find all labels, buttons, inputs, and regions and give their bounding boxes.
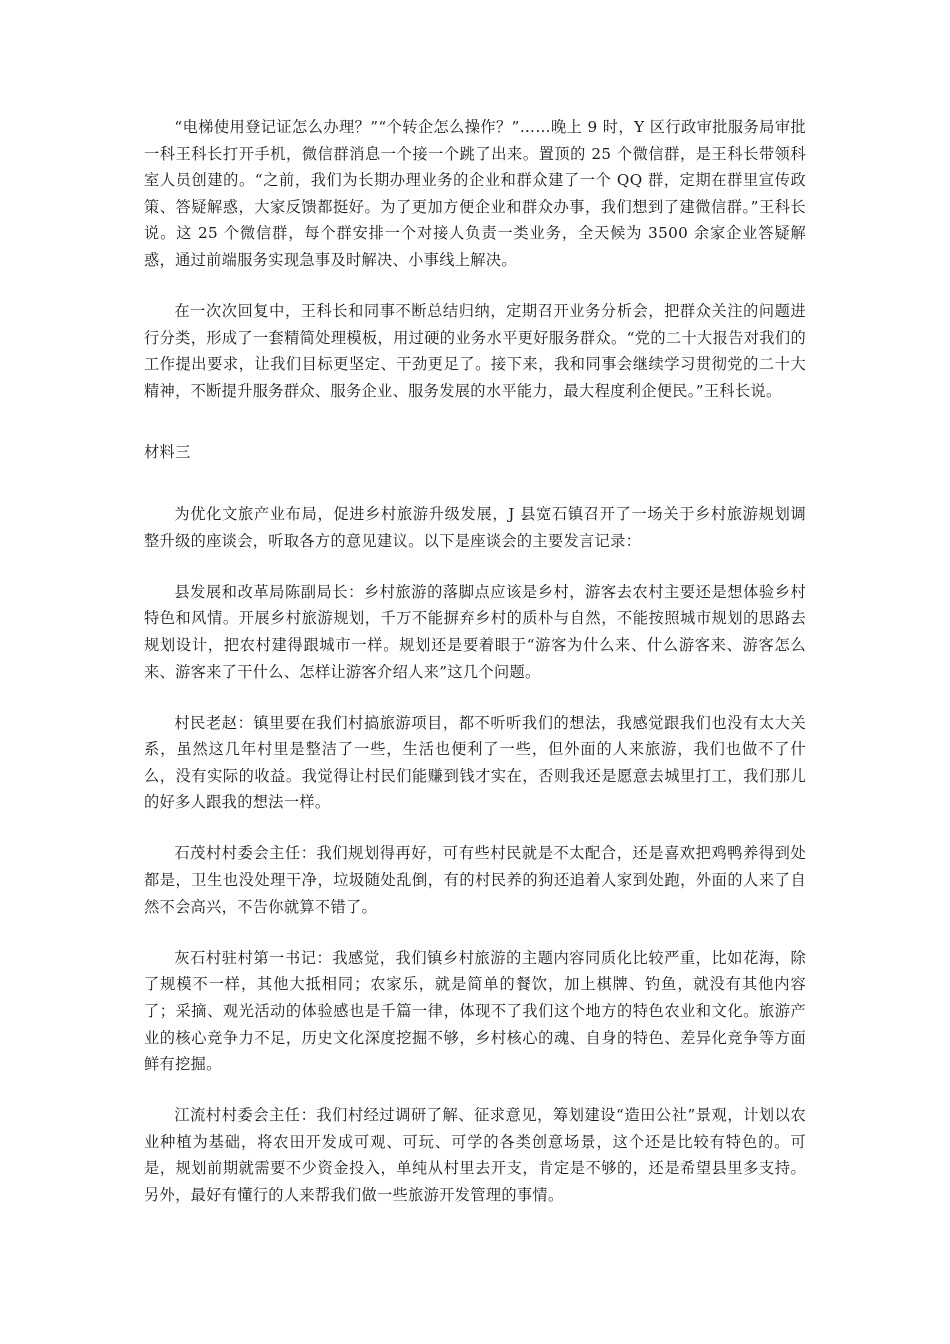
paragraph-summary: 在一次次回复中，王科长和同事不断总结归纳，定期召开业务分析会，把群众关注的问题进行分类，形成了一套精简处理模板，用过硬的业务水平更好服务群众。“党的二十大报告对我们的工作提出要求，让我们目标更坚定、干劲更足了。接下来，我和同事会继续学习贯彻党的二十大精神，不断提升服务群众、服务企业、服务发展的水平能力，最大程度利企便民。”王科长说。 [144, 302, 806, 400]
paragraph-wechat-groups: “电梯使用登记证怎么办理？”“个转企怎么操作？”……晚上 9 时，Y 区行政审批服务局审批一科王科长打开手机，微信群消息一个接一个跳了出来。置顶的 25 个微信群，是王科长带领科室人员创建的。“之前，我们为长期办理业务的企业和群众建了一个 QQ 群，定期在群里宣传政策、答疑解惑，大家反馈都挺好。为了更加方便企业和群众办事，我们想到了建微信群。”王科长说。这 25 个微信群，每个群安排一个对接人负责一类业务，全天候为 3500 余家企业答疑解惑，通过前端服务实现急事及时解决、小事线上解决。 [144, 118, 806, 269]
paragraph-intro: 为优化文旅产业布局，促进乡村旅游升级发展，J 县宽石镇召开了一场关于乡村旅游规划调整升级的座谈会，听取各方的意见建议。以下是座谈会的主要发言记录： [144, 505, 806, 550]
paragraph-speaker-huishi: 灰石村驻村第一书记：我感觉，我们镇乡村旅游的主题内容同质化比较严重，比如花海，除了规模不一样，其他大抵相同；农家乐，就是简单的餐饮，加上棋牌、钓鱼，就没有其他内容了；采摘、观光活动的体验感也是千篇一律，体现不了我们这个地方的特色农业和文化。旅游产业的核心竞争力不足，历史文化深度挖掘不够，乡村核心的魂、自身的特色、差异化竞争等方面鲜有挖掘。 [144, 948, 806, 1074]
paragraph-speaker-jiangliu: 江流村村委会主任：我们村经过调研了解、征求意见，筹划建设“造田公社”景观，计划以农业种植为基础，将农田开发成可观、可玩、可学的各类创意场景，这个还是比较有特色的。可是，规划前期就需要不少资金投入，单纯从村里去开支，肯定是不够的，还是希望县里多支持。另外，最好有懂行的人来帮我们做一些旅游开发管理的事情。 [144, 1106, 806, 1204]
document-body [144, 114, 806, 1209]
paragraph-gap [144, 816, 806, 841]
section-heading: 材料三 [144, 443, 191, 462]
section-gap [144, 466, 806, 501]
paragraph-speaker-zhao: 村民老赵：镇里要在我们村搞旅游项目，都不听听我们的想法，我感觉跟我们也没有太大关系，虽然这几年村里是整洁了一些，生活也便利了一些，但外面的人来旅游，我们也做不了什么，没有实际的收益。我觉得让村民们能赚到钱才实在，否则我还是愿意去城里打工，我们那儿的好多人跟我的想法一样。 [144, 713, 806, 812]
paragraph-speaker-shimao: 石茂村村委会主任：我们规划得再好，可有些村民就是不太配合，还是喜欢把鸡鸭养得到处都是，卫生也没处理干净，垃圾随处乱倒，有的村民养的狗还追着人家到处跑，外面的人来了自然不会高兴，不告你就算不错了。 [144, 844, 806, 916]
paragraph-gap [144, 920, 806, 945]
paragraph-gap [144, 685, 806, 710]
paragraph-gap [144, 274, 806, 299]
paragraph-gap [144, 1078, 806, 1103]
paragraph-speaker-chen: 县发展和改革局陈副局长：乡村旅游的落脚点应该是乡村，游客去农村主要还是想体验乡村特色和风情。开展乡村旅游规划，千万不能摒弃乡村的质朴与自然，不能按照城市规划的思路去规划设计，把农村建得跟城市一样。规划还是要着眼于“游客为什么来、什么游客来、游客怎么来、游客来了干什么、怎样让游客介绍人来”这几个问题。 [144, 582, 806, 681]
paragraph-gap [144, 554, 806, 579]
section-gap [144, 404, 806, 439]
